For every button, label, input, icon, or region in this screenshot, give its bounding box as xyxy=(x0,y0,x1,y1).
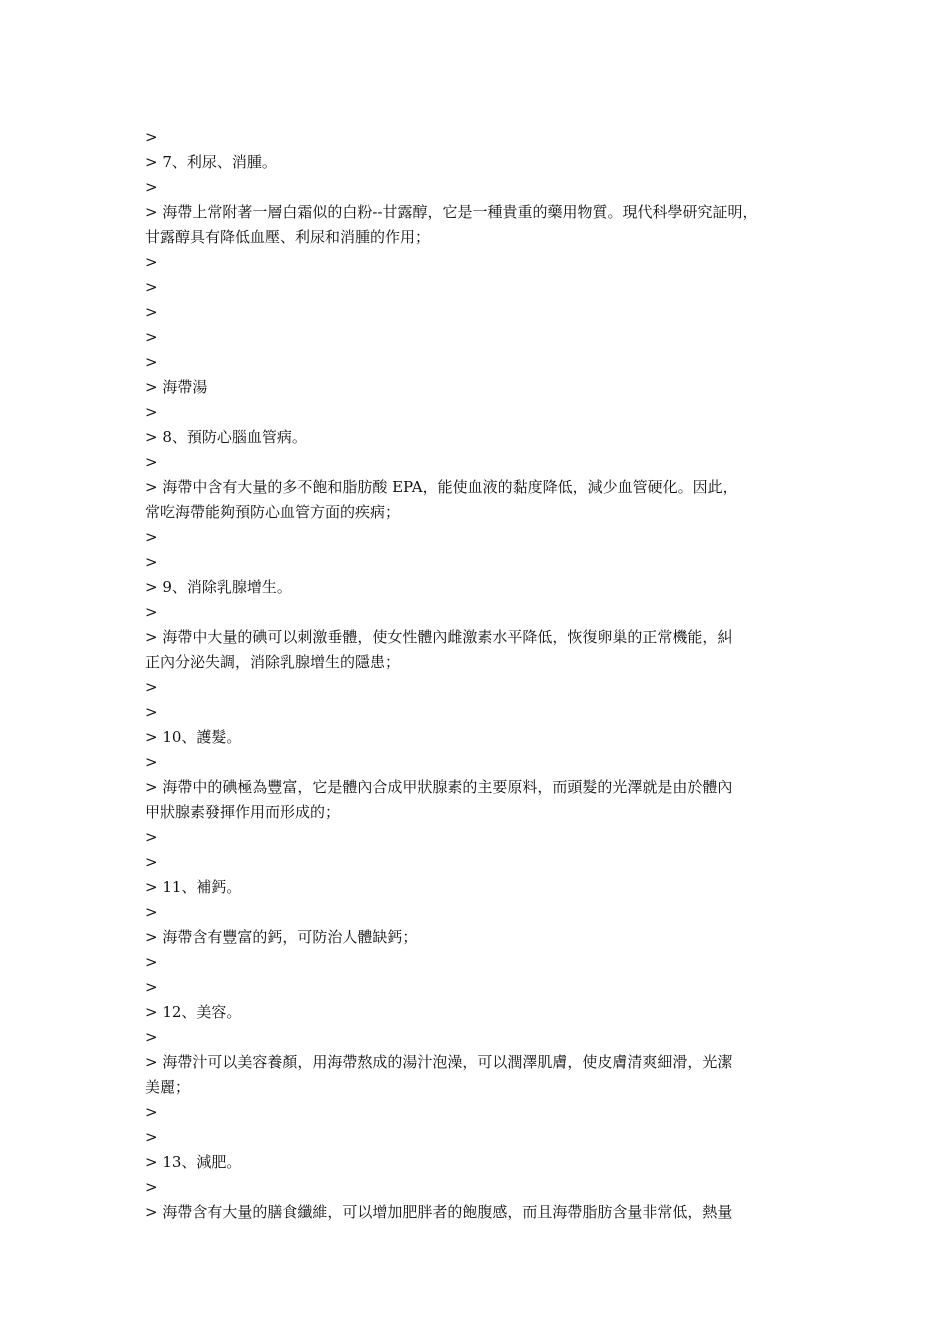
text-line: > xyxy=(145,528,158,546)
text-line: > xyxy=(145,903,158,921)
text-line: > xyxy=(145,603,158,621)
text-line: > xyxy=(145,278,158,296)
section-heading: > 10、護髮。 xyxy=(145,728,242,746)
text-line: > xyxy=(145,828,158,846)
paragraph-line: 甘露醇具有降低血壓、利尿和消腫的作用； xyxy=(145,228,431,246)
paragraph-line: 常吃海帶能夠預防心血管方面的疾病； xyxy=(145,503,401,521)
text-line: > xyxy=(145,128,158,146)
text-line: > xyxy=(145,1028,158,1046)
text-line: > xyxy=(145,953,158,971)
section-heading: > 13、減肥。 xyxy=(145,1153,242,1171)
paragraph-line: 甲狀腺素發揮作用而形成的； xyxy=(145,803,341,821)
image-caption: > 海帶湯 xyxy=(145,378,208,396)
text-line: > xyxy=(145,753,158,771)
section-heading: > 11、補鈣。 xyxy=(145,878,242,896)
document-body xyxy=(145,125,817,1225)
paragraph-line: > 海帶上常附著一層白霜似的白粉--甘露醇，它是一種貴重的藥用物質。現代科學研究証明， xyxy=(145,203,758,221)
text-line: > xyxy=(145,403,158,421)
section-heading: > 7、利尿、消腫。 xyxy=(145,153,277,171)
text-line: > xyxy=(145,1103,158,1121)
text-line: > xyxy=(145,328,158,346)
text-line: > xyxy=(145,978,158,996)
section-heading: > 9、消除乳腺增生。 xyxy=(145,578,292,596)
text-line: > xyxy=(145,303,158,321)
text-line: > xyxy=(145,553,158,571)
paragraph-line: > 海帶含有豐富的鈣，可防治人體缺鈣； xyxy=(145,928,418,946)
text-line: > xyxy=(145,703,158,721)
paragraph-line: 正內分泌失調，消除乳腺增生的隱患； xyxy=(145,653,401,671)
text-line: > xyxy=(145,178,158,196)
text-line: > xyxy=(145,1128,158,1146)
paragraph-line: > 海帶中大量的碘可以刺激垂體，使女性體內雌激素水平降低，恢復卵巢的正常機能，糾 xyxy=(145,628,733,646)
section-heading: > 8、預防心腦血管病。 xyxy=(145,428,307,446)
section-heading: > 12、美容。 xyxy=(145,1003,242,1021)
paragraph-line: > 海帶中含有大量的多不飽和脂肪酸 EPA，能使血液的黏度降低，減少血管硬化。因此， xyxy=(145,478,738,496)
text-line: > xyxy=(145,853,158,871)
paragraph-line: 美麗； xyxy=(145,1078,191,1096)
paragraph-line: > 海帶含有大量的膳食纖維，可以增加肥胖者的飽腹感，而且海帶脂肪含量非常低，熱量 xyxy=(145,1203,733,1221)
text-line: > xyxy=(145,353,158,371)
text-line: > xyxy=(145,253,158,271)
paragraph-line: > 海帶中的碘極為豐富，它是體內合成甲狀腺素的主要原料，而頭髮的光澤就是由於體內 xyxy=(145,778,733,796)
text-line: > xyxy=(145,678,158,696)
text-line: > xyxy=(145,453,158,471)
text-line: > xyxy=(145,1178,158,1196)
paragraph-line: > 海帶汁可以美容養顏，用海帶熬成的湯汁泡澡，可以潤澤肌膚，使皮膚清爽細滑，光潔 xyxy=(145,1053,733,1071)
